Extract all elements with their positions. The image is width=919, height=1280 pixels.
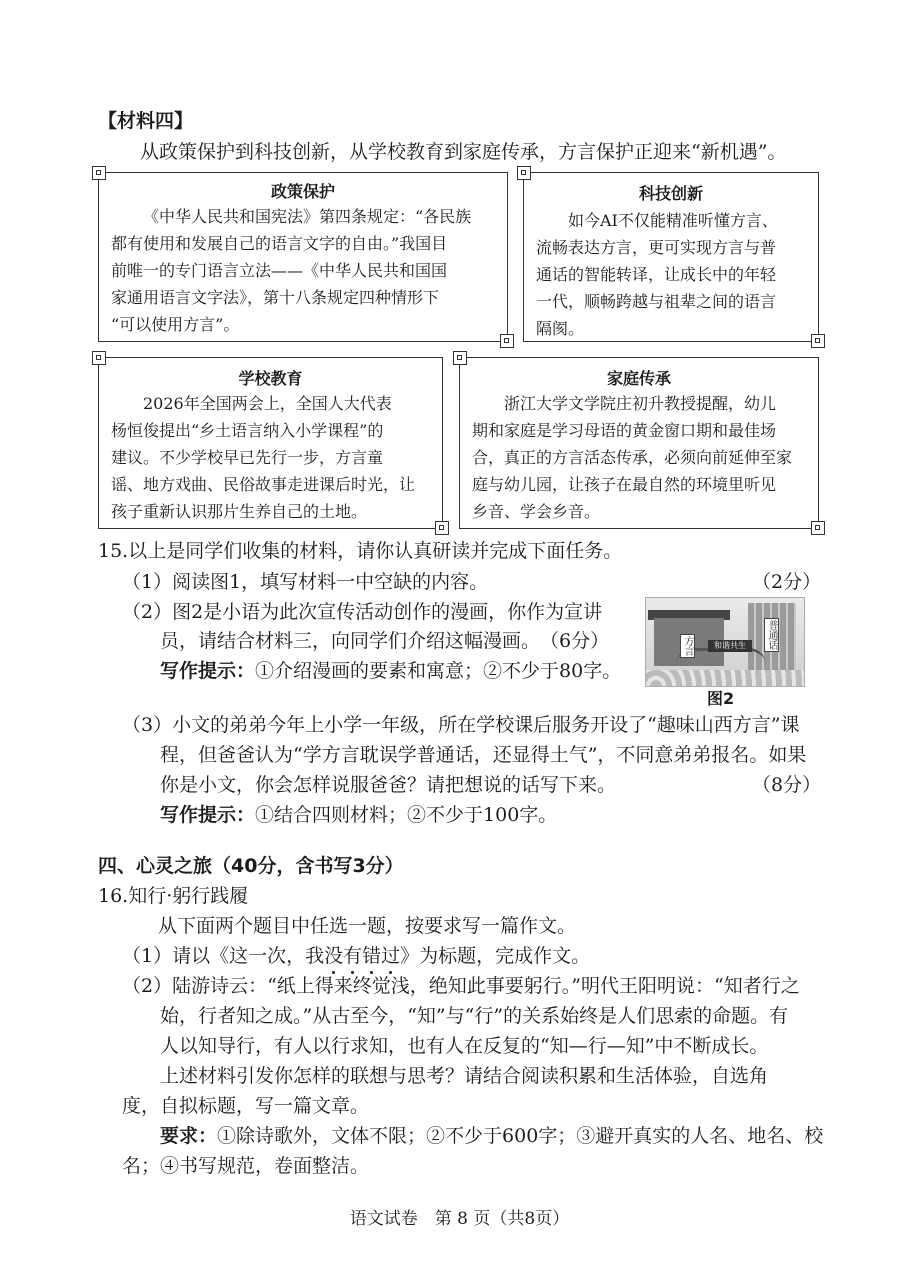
corner-ornament — [517, 166, 531, 180]
q15-part3-score: （8分） — [752, 774, 822, 796]
corner-ornament — [92, 166, 106, 180]
emphasis-char: 错 — [362, 945, 382, 967]
requirements-text: ①除诗歌外，文体不限；②不少于600字；③避开真实的人名、地名、校 — [217, 1125, 824, 1147]
family-line: 浙江大学文学院庄初升教授提醒，幼儿 — [504, 394, 777, 413]
family-line: 期和家庭是学习母语的黄金窗口期和最佳场 — [472, 421, 777, 440]
corner-ornament — [435, 521, 449, 535]
hint-label: 写作提示： — [160, 660, 256, 682]
family-title: 家庭传承 — [606, 369, 671, 388]
q16-requirements — [160, 1123, 823, 1149]
school-line: 孩子重新认识那片生养自己的土地。 — [111, 502, 368, 521]
tech-line: 如今AI不仅能精准听懂方言、 — [568, 211, 778, 230]
dialect-tag: 方言 — [682, 636, 693, 656]
q16-requirements-cont: 名；④书写规范，卷面整洁。 — [122, 1155, 370, 1177]
policy-line: “可以使用方言”。 — [111, 315, 240, 334]
q15-part2-hint — [160, 658, 621, 684]
cloud-pattern — [646, 670, 804, 686]
hint-text: ①结合四则材料；②不少于100字。 — [255, 804, 558, 826]
school-line: 杨恒俊提出“乡土语言纳入小学课程”的 — [111, 421, 384, 440]
policy-title: 政策保护 — [270, 182, 335, 201]
school-text — [111, 390, 415, 525]
school-title: 学校教育 — [238, 369, 303, 388]
q15-part1: （1）阅读图1，填写材料一中空缺的内容。 — [122, 571, 489, 593]
q15-part1-score: （2分） — [752, 571, 822, 593]
tech-box — [523, 172, 819, 342]
q16-option2-line: （2）陆游诗云：“纸上得来终觉浅，绝知此事要躬行。”明代王阳明说：“知者行之 — [122, 975, 800, 997]
q16-option2-line: 始，行者知之成。”从古至今，“知”与“行”的关系始终是人们思索的命题。有 — [160, 1005, 789, 1027]
emphasis-char: 有 — [343, 945, 363, 967]
option1-prefix: （1）请以《这一次，我 — [122, 945, 325, 967]
tech-line: 一代，顺畅跨越与祖辈之间的语言 — [536, 292, 777, 311]
tech-line: 通话的智能转译，让成长中的年轻 — [536, 265, 777, 284]
requirements-label: 要求： — [160, 1125, 218, 1147]
bridge-banner: 和谐共生 — [708, 640, 752, 652]
family-line: 合，真正的方言活态传承，必须向前延伸至家 — [472, 448, 793, 467]
policy-text — [111, 203, 471, 338]
q15-part3-line: 你是小文，你会怎样说服爸爸？请把想说的话写下来。 — [160, 774, 617, 796]
option1-emphasis-text — [324, 945, 400, 967]
policy-box — [98, 172, 508, 342]
q16-instruction: 从下面两个题目中任选一题，按要求写一篇作文。 — [158, 915, 577, 937]
corner-ornament — [453, 351, 467, 365]
page-footer: 语文试卷 第 8 页（共8页） — [349, 1209, 570, 1229]
hint-label: 写作提示： — [160, 804, 256, 826]
tech-line: 隔阂。 — [536, 319, 585, 338]
figure-caption: 图2 — [707, 689, 735, 708]
q15-part3-hint — [160, 802, 557, 828]
cartoon-image — [645, 597, 805, 687]
q15-part3-line: （3）小文的弟弟今年上小学一年级，所在学校课后服务开设了“趣味山西方言”课 — [122, 714, 800, 736]
section4-title: 四、心灵之旅（40分，含书写3分） — [98, 855, 404, 877]
q16-option1 — [122, 943, 590, 969]
emphasis-char: 过 — [381, 945, 401, 967]
material-heading: 【材料四】 — [98, 110, 194, 132]
family-line: 乡音、学会乡音。 — [472, 502, 601, 521]
q15-part2-line: 员，请结合材料三，向同学们介绍这幅漫画。 （6分） — [160, 630, 610, 652]
q15-stem: 15.以上是同学们收集的材料，请你认真研读并完成下面任务。 — [98, 540, 623, 562]
q16-prompt-line: 度，自拟标题，写一篇文章。 — [122, 1095, 370, 1117]
policy-line: 前唯一的专门语言立法——《中华人民共和国国 — [111, 261, 448, 280]
school-line: 2026年全国两会上，全国人大代表 — [143, 394, 392, 413]
q16-title: 16.知行·躬行践履 — [98, 885, 249, 907]
q16-prompt-line: 上述材料引发你怎样的联想与思考？请结合阅读积累和生活体验，自选角 — [160, 1065, 769, 1087]
family-box — [459, 357, 819, 529]
option1-emphasis — [324, 945, 400, 967]
school-box — [98, 357, 443, 529]
material-intro: 从政策保护到科技创新，从学校教育到家庭传承，方言保护正迎来“新机遇”。 — [140, 141, 787, 163]
corner-ornament — [811, 334, 825, 348]
policy-line: 家通用语言文字法》，第十八条规定四种情形下 — [111, 288, 440, 307]
policy-line: 都有使用和发展自己的语言文字的自由。”我国目 — [111, 234, 448, 253]
tech-text — [536, 207, 778, 342]
emphasis-char: 没 — [324, 945, 344, 967]
policy-line: 《中华人民共和国宪法》第四条规定：“各民族 — [143, 207, 472, 226]
hint-text: ①介绍漫画的要素和寓意；②不少于80字。 — [255, 660, 622, 682]
tech-title: 科技创新 — [638, 184, 703, 203]
corner-ornament — [811, 521, 825, 535]
family-text — [472, 390, 792, 525]
tech-line: 流畅表达方言，更可实现方言与普 — [536, 238, 777, 257]
mandarin-tag: 普通话 — [766, 620, 777, 650]
school-line: 建议。不少学校早已先行一步，方言童 — [111, 448, 384, 467]
corner-ornament — [92, 351, 106, 365]
corner-ornament — [500, 334, 514, 348]
q16-option2-line: 人以知导行，有人以行求知，也有人在反复的“知—行—知”中不断成长。 — [160, 1035, 769, 1057]
option1-suffix: 》为标题，完成作文。 — [400, 945, 591, 967]
q15-part2-line: （2）图2是小语为此次宣传活动创作的漫画，你作为宣讲 — [122, 601, 603, 623]
family-line: 庭与幼儿园，让孩子在最自然的环境里听见 — [472, 475, 777, 494]
q15-part3-line: 程，但爸爸认为“学方言耽误学普通话，还显得土气”，不同意弟弟报名。如果 — [160, 744, 807, 766]
school-line: 谣、地方戏曲、民俗故事走进课后时光，让 — [111, 475, 416, 494]
